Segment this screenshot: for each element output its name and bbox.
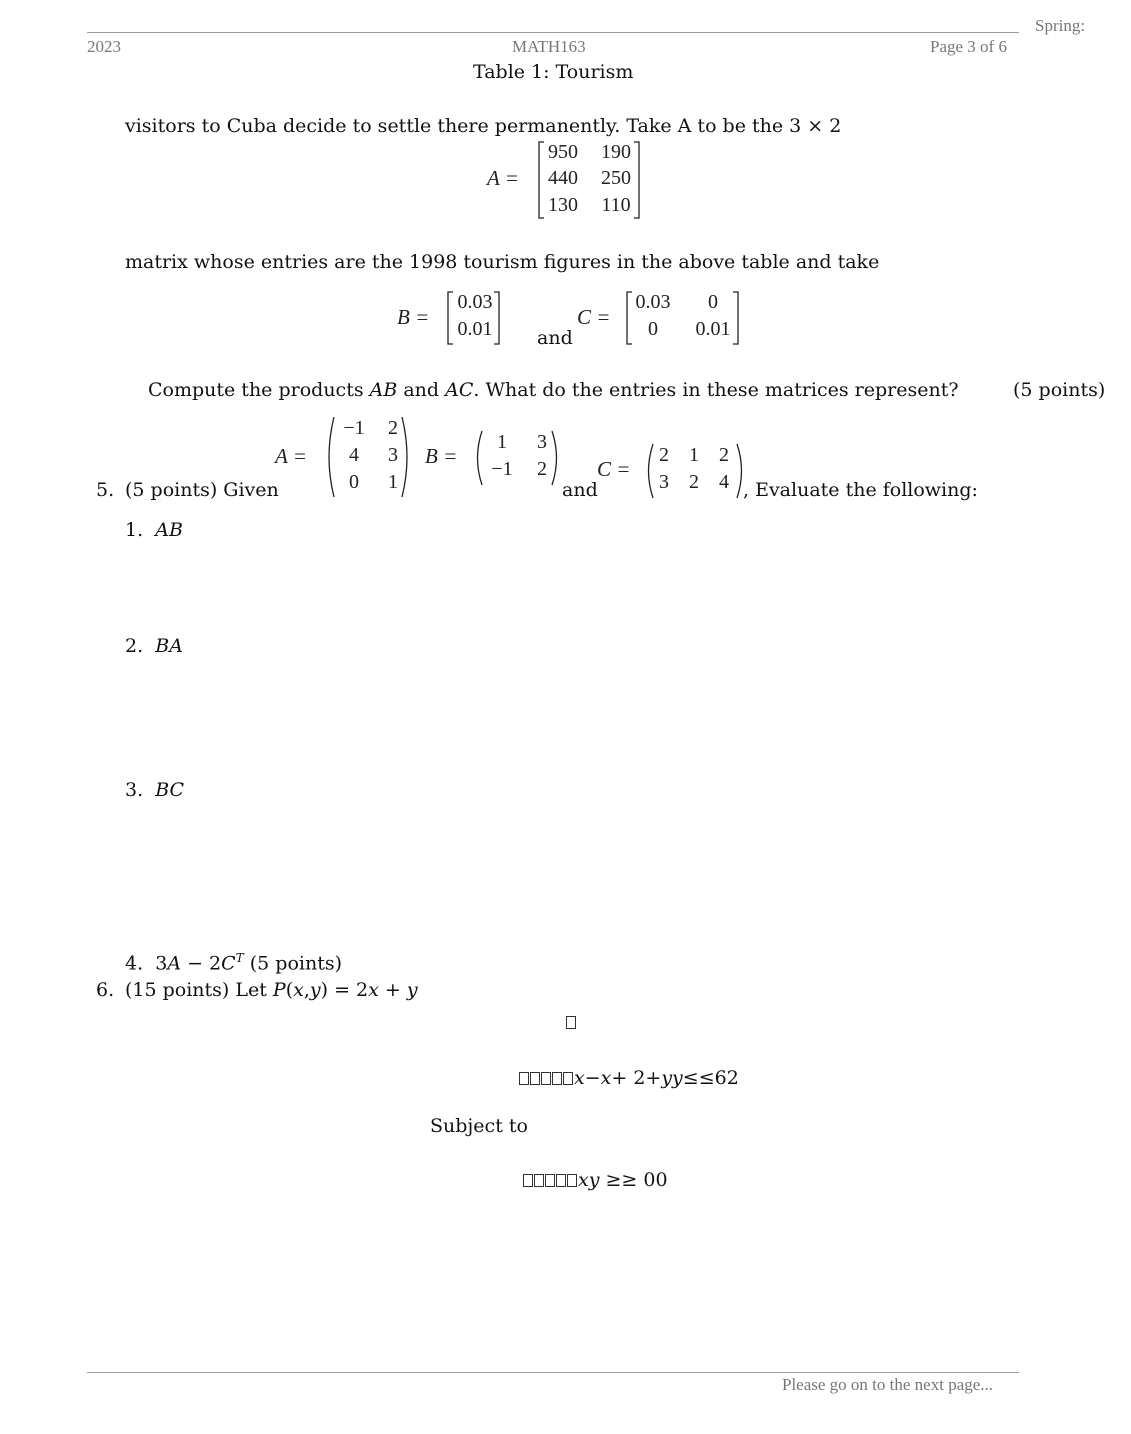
p6-intro: (15 points) Let P(x,y) = 2x + y	[125, 979, 418, 1001]
p5-A-cell: 0	[349, 471, 359, 493]
p5-C-label: C =	[597, 457, 631, 481]
header-page: Page 3 of 6	[930, 37, 1007, 56]
p5-B-cell: −1	[491, 458, 513, 480]
p4-B-cell: 0.03	[457, 291, 493, 313]
p5-C-cell: 2	[719, 444, 729, 466]
header-course: MATH163	[512, 37, 586, 56]
p5-A-cell: 3	[388, 444, 398, 466]
p4-C-cell: 0.01	[695, 318, 731, 340]
p4-A-cell: 250	[601, 167, 631, 189]
p5-C-cell: 3	[659, 471, 669, 493]
p4-C-label: C =	[577, 305, 611, 329]
p5-intro: (5 points) Given	[125, 479, 279, 501]
p4-C-cell: 0	[708, 291, 718, 313]
p5-A-cell: 4	[349, 444, 359, 466]
p4-and: and	[537, 327, 573, 349]
header-year: 2023	[87, 37, 121, 56]
p5-A-cell: 1	[388, 471, 398, 493]
p6-constraint-1: x−x+ 2+yy≤≤62	[519, 1067, 739, 1089]
p4-line2: matrix whose entries are the 1998 tourism figures in the above table and take	[125, 251, 880, 273]
p5-C-cell: 1	[689, 444, 699, 466]
table-caption: Table 1: Tourism	[473, 61, 634, 83]
missing-glyph-icon	[566, 1013, 577, 1032]
header-season: Spring:	[1035, 16, 1086, 35]
p5-C-cell: 2	[689, 471, 699, 493]
p4-A-cell: 440	[548, 167, 578, 189]
p4-compute-text: Compute the products AB and AC. What do the entries in these matrices represent?	[148, 379, 959, 401]
p4-A-label: A =	[487, 166, 519, 190]
p6-number: 6.	[96, 979, 115, 1001]
p6-constraint-2: xy ≥≥ 00	[523, 1169, 668, 1191]
p5-number: 5.	[96, 479, 115, 501]
p4-A-cell: 190	[601, 141, 631, 163]
p5-A-cell: 2	[388, 417, 398, 439]
footer-next-page: Please go on to the next page...	[782, 1375, 994, 1394]
p4-A-cell: 950	[548, 141, 578, 163]
p5-item-3: 3. BC	[125, 779, 185, 801]
p6-subject-to: Subject to	[430, 1115, 528, 1137]
p4-C-cell: 0	[648, 318, 658, 340]
p5-B-cell: 1	[497, 431, 507, 453]
p5-A-cell: −1	[343, 417, 365, 439]
p5-C-cell: 2	[659, 444, 669, 466]
p4-A-cell: 110	[601, 194, 631, 216]
p4-B-label: B =	[397, 305, 430, 329]
p5-C-cell: 4	[719, 471, 729, 493]
p4-B-cell: 0.01	[457, 318, 493, 340]
p5-and: and	[562, 479, 598, 501]
p5-B-label: B =	[425, 444, 458, 468]
p4-A-cell: 130	[548, 194, 578, 216]
header-rule	[87, 32, 1019, 33]
p4-line1: visitors to Cuba decide to settle there permanently. Take A to be the 3 × 2	[125, 115, 842, 137]
footer-rule	[87, 1372, 1019, 1373]
p5-B-cell: 2	[537, 458, 547, 480]
p5-item-4: 4. $3A - 2C^T$ (5 points)	[125, 951, 343, 975]
p5-A-label: A =	[275, 444, 307, 468]
p4-C-cell: 0.03	[635, 291, 671, 313]
p5-B-cell: 3	[537, 431, 547, 453]
p5-tail: , Evaluate the following:	[743, 479, 978, 501]
p4-points: (5 points)	[1013, 379, 1106, 401]
p5-item-1: 1. AB	[125, 519, 183, 541]
p5-item-2: 2. BA	[125, 635, 183, 657]
